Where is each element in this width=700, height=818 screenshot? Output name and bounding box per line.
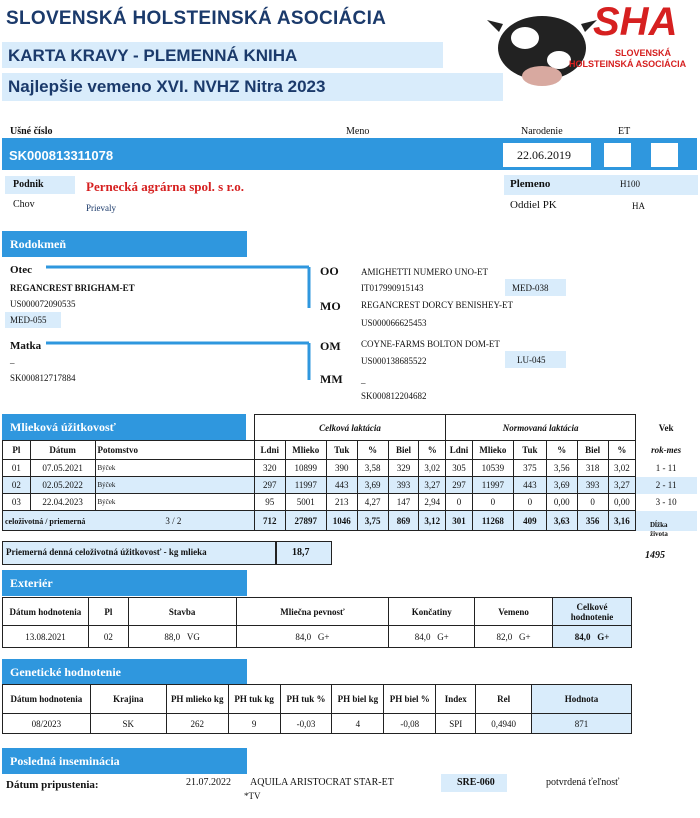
milk-cell: 0 [472,494,513,511]
milk-total-cell: 3,12 [419,511,446,531]
ext-mliecna-value: 84,0 [295,631,312,642]
gen-col-header: Rel [476,685,532,714]
event-title: Najlepšie vemeno XVI. NVHZ Nitra 2023 [8,77,326,96]
org-title: SLOVENSKÁ HOLSTEINSKÁ ASOCIÁCIA [6,8,387,29]
milk-total-label-cell [3,511,255,531]
et-label: ET [618,126,631,137]
gen-col-header: PH tuk kg [228,685,280,714]
milk-col-header: % [419,441,446,460]
ext-vemeno-grade: G+ [519,631,531,642]
milk-cell: 22.04.2023 [30,494,95,511]
ext-stavba-value: 88,0 [164,631,181,642]
milk-col-header: Biel [388,441,419,460]
milk-total-cell: 409 [513,511,546,531]
milk-cell: 10539 [472,460,513,477]
milk-cell: 3,27 [419,477,446,494]
insem-code: SRE-060 [457,777,495,788]
usne-value: SK000813311078 [9,148,114,163]
gen-cell: -0,03 [280,714,332,734]
milk-col-header: Mlieko [285,441,326,460]
milk-total-cell: 712 [254,511,285,531]
milk-cell: 305 [446,460,473,477]
milk-cell: 1 - 11 [655,463,677,473]
section-rodokmen: Rodokmeň [2,231,247,257]
ext-col-stavba: Stavba [128,598,236,626]
ext-mliecna-grade: G+ [317,631,330,642]
milk-col-header: Dátum [30,441,95,460]
ext-koncatiny-grade: G+ [437,631,449,642]
otec-code: MED-055 [10,315,47,325]
milk-cell: 3,02 [419,460,446,477]
milk-header-row [3,441,697,460]
insem-date: 21.07.2022 [186,777,231,788]
milk-total-label: celoživotná / priemerná [5,516,86,526]
ext-celkove-value: 84,0 [574,631,591,642]
oo-id: IT017990915143 [361,283,424,293]
otec-name: REGANCREST BRIGHAM-ET [10,283,135,293]
dlzka-value: 1495 [645,550,665,561]
daily-label: Priemerná denná celoživotná úžitkovosť - kg mlieka [6,547,207,557]
milk-col-header: Ldni [446,441,473,460]
gen-cell: 9 [228,714,280,734]
milk-row [3,494,697,511]
gen-col-header: PH tuk % [280,685,332,714]
milk-cell: 0,00 [546,494,577,511]
milk-total-cell: 11268 [472,511,513,531]
milk-cell: 5001 [285,494,326,511]
milk-col-header: % [546,441,577,460]
om-label: OM [320,339,341,353]
ext-stavba-grade: VG [186,631,200,642]
milk-cell: 3,69 [357,477,388,494]
milk-col-header: Mlieko [472,441,513,460]
milk-cell: Býček [95,460,254,477]
mo-id: US000066625453 [361,318,427,328]
milk-col-header: Tuk [326,441,357,460]
ext-vemeno-value: 82,0 [496,631,513,642]
gen-cell: -0,08 [384,714,436,734]
milk-cell: 0 [446,494,473,511]
insem-label: Dátum pripustenia: [6,779,99,791]
normovana-header: Normovaná laktácia [446,415,636,441]
ext-col-koncatiny: Končatiny [389,598,475,626]
mm-label: MM [320,372,343,386]
milk-cell: 3 - 10 [655,497,677,507]
milk-total-ratio: 3 / 2 [165,515,182,526]
milk-cell: 3,58 [357,460,388,477]
gen-cell: SPI [436,714,476,734]
daily-value: 18,7 [292,547,310,558]
milk-total-cell: 1046 [326,511,357,531]
logo-sha: SHA [593,0,678,44]
gen-cell: 871 [532,714,632,734]
gen-col-header: Krajina [90,685,166,714]
milk-cell: 4,27 [357,494,388,511]
milk-col-header: rok-mes [651,445,682,455]
meno-label: Meno [346,126,370,137]
plemeno-value: H100 [620,179,640,189]
section-geneticke: Genetické hodnotenie [2,659,247,685]
gen-col-header: PH biel % [384,685,436,714]
milk-cell: 02 [3,477,31,494]
ext-col-vemeno: Vemeno [475,598,553,626]
logo-line-2: HOLSTEINSKÁ ASOCIÁCIA [569,59,687,69]
genetic-header-row [3,685,632,714]
ext-col-celkove: Celkové hodnotenie [553,598,632,626]
ext-koncatiny-value: 84,0 [414,631,431,642]
usne-label: Ušné číslo [10,126,53,137]
milk-cell: 443 [513,477,546,494]
milk-cell: 390 [326,460,357,477]
ext-stavba [128,626,236,648]
milk-cell: 01 [3,460,31,477]
milk-cell: 443 [326,477,357,494]
ext-mliecna [236,626,389,648]
om-name: COYNE-FARMS BOLTON DOM-ET [361,339,500,349]
milk-total-cell: 27897 [285,511,326,531]
sha-logo [487,2,697,94]
milk-cell: 297 [254,477,285,494]
milk-cell: 320 [254,460,285,477]
milk-total-cell: 3,63 [546,511,577,531]
milk-row [3,460,697,477]
et-box-2 [651,143,678,167]
plemeno-label: Plemeno [510,178,551,190]
milk-cell: Býček [95,494,254,511]
milk-col-header: Biel [577,441,608,460]
ext-date: 13.08.2021 [3,626,89,648]
milk-cell: 0 [577,494,608,511]
milk-total-cell: 356 [577,511,608,531]
milk-total-cell: 869 [388,511,419,531]
gen-cell: SK [90,714,166,734]
vek-header: Vek [658,422,674,433]
ext-vemeno [475,626,553,648]
oo-name: AMIGHETTI NUMERO UNO-ET [361,267,488,277]
milk-cell: Býček [95,477,254,494]
milk-total-cell: 3,16 [608,511,636,531]
milk-cell: 0 [513,494,546,511]
section-exterier: Exteriér [2,570,247,596]
gen-cell: 08/2023 [3,714,91,734]
card-title: KARTA KRAVY - PLEMENNÁ KNIHA [8,46,298,65]
milk-total-row [3,511,697,531]
genetic-table [2,684,632,734]
ext-col-mliecna: Mliečna pevnosť [236,598,389,626]
milk-cell: 3,02 [608,460,636,477]
gen-col-header: Hodnota [532,685,632,714]
logo-line-1: SLOVENSKÁ [615,48,672,58]
milk-cell: 03 [3,494,31,511]
milk-cell: 375 [513,460,546,477]
milk-cell: 3,69 [546,477,577,494]
otec-id: US000072090535 [10,299,76,309]
matka-label: Matka [10,340,42,352]
ext-col-pl: Pl [88,598,128,626]
mm-name: _ [361,375,366,385]
milk-col-header: % [608,441,636,460]
om-id: US000138685522 [361,356,427,366]
ext-col-datum: Dátum hodnotenia [3,598,89,626]
milk-cell: 297 [446,477,473,494]
milk-cell: 318 [577,460,608,477]
gen-cell: 262 [166,714,228,734]
section-inseminacia: Posledná inseminácia [2,748,247,774]
otec-label: Otec [10,264,32,276]
milk-cell: 2,94 [419,494,446,511]
mo-label: MO [320,299,341,313]
milk-cell: 3,56 [546,460,577,477]
gen-cell: 4 [332,714,384,734]
podnik-label: Podnik [13,179,44,190]
chov-label: Chov [13,199,35,210]
milk-total-cell: 3,75 [357,511,388,531]
ext-celkove-grade: G+ [597,631,610,642]
milk-col-header: Pl [3,441,31,460]
milk-table [2,414,697,531]
milk-cell: 95 [254,494,285,511]
gen-col-header: Index [436,685,476,714]
exterier-table [2,597,632,648]
genetic-value-row [3,714,632,734]
milk-cell: 2 - 11 [655,480,677,490]
matka-name: _ [10,355,15,365]
milk-col-header: % [357,441,388,460]
milk-total-cell: 301 [446,511,473,531]
mo-name: REGANCREST DORCY BENISHEY-ET [361,300,514,310]
oddiel-label: Oddiel PK [510,199,557,211]
milk-cell: 11997 [285,477,326,494]
milk-cell: 07.05.2021 [30,460,95,477]
milk-cell: 3,27 [608,477,636,494]
gen-cell: 0,4940 [476,714,532,734]
milk-cell: 10899 [285,460,326,477]
gen-col-header: PH mlieko kg [166,685,228,714]
podnik-value: Pernecká agrárna spol. s r.o. [86,179,245,194]
et-box-1 [604,143,631,167]
gen-col-header: PH biel kg [332,685,384,714]
milk-cell: 02.05.2022 [30,477,95,494]
narodenie-value: 22.06.2019 [517,148,571,162]
om-code: LU-045 [517,355,546,365]
milk-cell: 393 [388,477,419,494]
dlzka-label [650,521,668,539]
chov-value: Prievaly [86,203,116,213]
insem-confirm: potvrdená ťeľnosť [546,777,620,788]
milk-row [3,477,697,494]
celkova-header: Celková laktácia [254,415,445,441]
milk-col-header: Ldni [254,441,285,460]
milk-col-header: Tuk [513,441,546,460]
mm-id: SK000812204682 [361,391,427,401]
milk-cell: 147 [388,494,419,511]
ext-koncatiny [389,626,475,648]
ext-celkove [553,626,632,648]
narodenie-label: Narodenie [521,126,563,137]
gen-col-header: Dátum hodnotenia [3,685,91,714]
matka-id: SK000812717884 [10,373,76,383]
section-mliekova: Mlieková úžitkovosť [2,414,246,440]
milk-cell: 213 [326,494,357,511]
milk-cell: 393 [577,477,608,494]
insem-tv: *TV [244,791,261,801]
oddiel-value: HA [632,201,645,211]
oo-code: MED-038 [512,283,549,293]
milk-cell: 329 [388,460,419,477]
ext-pl: 02 [88,626,128,648]
dlzka-label-1: Dĺžka [650,521,668,529]
milk-col-header: Potomstvo [95,441,254,460]
oo-label: OO [320,264,339,278]
dlzka-label-2: života [650,530,668,538]
insem-bull: AQUILA ARISTOCRAT STAR-ET [250,777,394,788]
milk-cell: 11997 [472,477,513,494]
milk-cell: 0,00 [608,494,636,511]
